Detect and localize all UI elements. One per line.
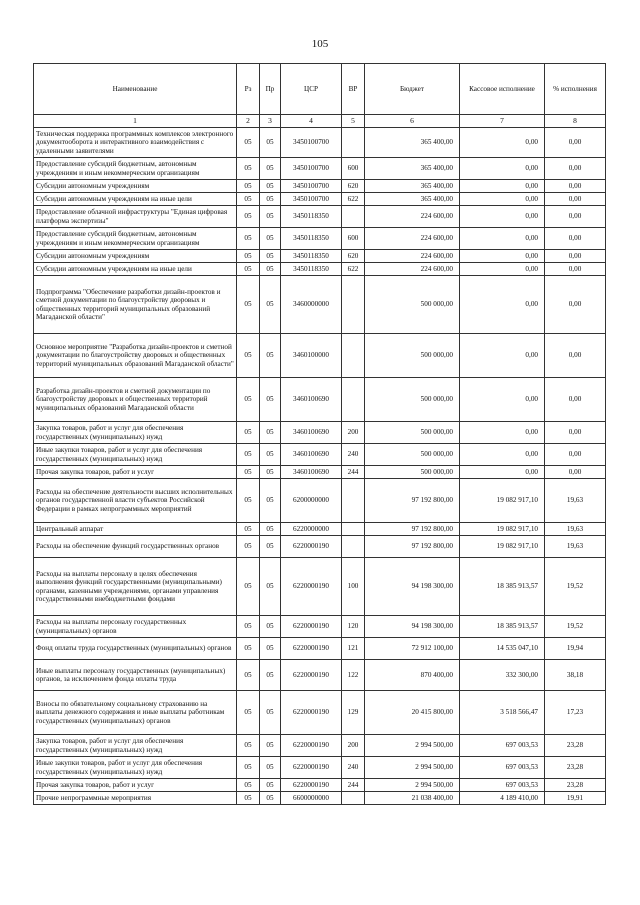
row-name: Прочая закупка товаров, работ и услуг <box>34 466 237 479</box>
row-budget: 97 192 800,00 <box>365 479 460 523</box>
row-rz: 05 <box>237 638 260 660</box>
row-name: Предоставление субсидий бюджетным, автономным учреждениям и иным некоммерческим организациям <box>34 158 237 180</box>
row-cash: 0,00 <box>460 378 545 422</box>
row-pr: 05 <box>260 638 281 660</box>
header-budget: Бюджет <box>365 64 460 115</box>
row-pr: 05 <box>260 128 281 158</box>
row-percent: 0,00 <box>545 378 606 422</box>
row-csr: 3450118350 <box>281 228 342 250</box>
row-rz: 05 <box>237 334 260 378</box>
row-name: Закупка товаров, работ и услуг для обеспечения государственных (муниципальных) нужд <box>34 735 237 757</box>
row-percent: 0,00 <box>545 180 606 193</box>
row-cash: 697 003,53 <box>460 779 545 792</box>
column-number: 8 <box>545 115 606 128</box>
row-cash: 0,00 <box>460 228 545 250</box>
row-budget: 365 400,00 <box>365 180 460 193</box>
row-cash: 18 385 913,57 <box>460 558 545 616</box>
header-percent: % исполнения <box>545 64 606 115</box>
header-row <box>34 64 606 115</box>
row-name: Разработка дизайн-проектов и сметной документации по благоустройству дворовых и общественных территорий муниципальных образований Магаданской области <box>34 378 237 422</box>
row-pr: 05 <box>260 422 281 444</box>
row-percent: 23,28 <box>545 735 606 757</box>
row-budget: 20 415 800,00 <box>365 691 460 735</box>
column-number-row <box>34 115 606 128</box>
row-csr: 6220000190 <box>281 616 342 638</box>
row-csr: 6220000190 <box>281 691 342 735</box>
table-row <box>34 779 606 792</box>
row-vr: 100 <box>342 558 365 616</box>
row-cash: 697 003,53 <box>460 735 545 757</box>
row-csr: 6220000190 <box>281 779 342 792</box>
row-csr: 6200000000 <box>281 479 342 523</box>
row-rz: 05 <box>237 536 260 558</box>
row-percent: 0,00 <box>545 158 606 180</box>
row-budget: 224 600,00 <box>365 206 460 228</box>
row-name: Прочая закупка товаров, работ и услуг <box>34 779 237 792</box>
row-percent: 23,28 <box>545 757 606 779</box>
row-cash: 0,00 <box>460 158 545 180</box>
row-budget: 94 198 300,00 <box>365 558 460 616</box>
row-name: Взносы по обязательному социальному страхованию на выплаты денежного содержания и иные выплаты работникам государственных (муниципальных) органов <box>34 691 237 735</box>
row-rz: 05 <box>237 422 260 444</box>
table-row <box>34 228 606 250</box>
row-csr: 3450100700 <box>281 128 342 158</box>
row-pr: 05 <box>260 691 281 735</box>
row-name: Субсидии автономным учреждениям на иные цели <box>34 263 237 276</box>
row-vr: 600 <box>342 158 365 180</box>
table-row <box>34 180 606 193</box>
header-vr: ВР <box>342 64 365 115</box>
row-cash: 0,00 <box>460 180 545 193</box>
row-budget: 21 038 400,00 <box>365 792 460 805</box>
row-rz: 05 <box>237 523 260 536</box>
row-rz: 05 <box>237 158 260 180</box>
row-pr: 05 <box>260 276 281 334</box>
table-row <box>34 206 606 228</box>
row-rz: 05 <box>237 444 260 466</box>
row-pr: 05 <box>260 158 281 180</box>
row-csr: 3460100690 <box>281 444 342 466</box>
table-row <box>34 276 606 334</box>
row-vr: 244 <box>342 466 365 479</box>
table-row <box>34 558 606 616</box>
table-row <box>34 792 606 805</box>
row-pr: 05 <box>260 523 281 536</box>
row-rz: 05 <box>237 180 260 193</box>
row-rz: 05 <box>237 263 260 276</box>
row-cash: 697 003,53 <box>460 757 545 779</box>
row-pr: 05 <box>260 444 281 466</box>
row-pr: 05 <box>260 757 281 779</box>
table-row <box>34 158 606 180</box>
row-name: Субсидии автономным учреждениям на иные цели <box>34 193 237 206</box>
row-percent: 23,28 <box>545 779 606 792</box>
row-budget: 224 600,00 <box>365 228 460 250</box>
row-budget: 500 000,00 <box>365 378 460 422</box>
budget-table <box>33 63 606 805</box>
row-rz: 05 <box>237 779 260 792</box>
column-number: 3 <box>260 115 281 128</box>
row-cash: 0,00 <box>460 444 545 466</box>
row-rz: 05 <box>237 691 260 735</box>
table-body <box>34 128 606 805</box>
row-percent: 0,00 <box>545 466 606 479</box>
column-number: 1 <box>34 115 237 128</box>
page-number: 105 <box>311 38 329 50</box>
column-number: 7 <box>460 115 545 128</box>
row-rz: 05 <box>237 558 260 616</box>
row-pr: 05 <box>260 206 281 228</box>
row-csr: 6220000190 <box>281 536 342 558</box>
row-pr: 05 <box>260 250 281 263</box>
column-number: 4 <box>281 115 342 128</box>
row-pr: 05 <box>260 180 281 193</box>
row-cash: 0,00 <box>460 206 545 228</box>
row-csr: 3460100690 <box>281 466 342 479</box>
row-vr: 240 <box>342 444 365 466</box>
row-percent: 0,00 <box>545 193 606 206</box>
row-csr: 6220000190 <box>281 558 342 616</box>
table-row <box>34 638 606 660</box>
row-name: Предоставление облачной инфраструктуры "Единая цифровая платформа экспертизы" <box>34 206 237 228</box>
row-rz: 05 <box>237 735 260 757</box>
row-vr: 600 <box>342 228 365 250</box>
row-csr: 6220000000 <box>281 523 342 536</box>
row-name: Фонд оплаты труда государственных (муниципальных) органов <box>34 638 237 660</box>
row-budget: 2 994 500,00 <box>365 757 460 779</box>
row-pr: 05 <box>260 792 281 805</box>
table-row <box>34 128 606 158</box>
row-rz: 05 <box>237 660 260 691</box>
row-budget: 500 000,00 <box>365 444 460 466</box>
table-row <box>34 523 606 536</box>
row-budget: 94 198 300,00 <box>365 616 460 638</box>
row-csr: 3460100690 <box>281 422 342 444</box>
row-cash: 19 082 917,10 <box>460 536 545 558</box>
row-name: Подпрограмма "Обеспечение разработки дизайн-проектов и сметной документации по благоустройству дворовых и общественных территорий муниципальных образований Магаданской области" <box>34 276 237 334</box>
row-csr: 3450118350 <box>281 206 342 228</box>
row-budget: 870 400,00 <box>365 660 460 691</box>
row-pr: 05 <box>260 263 281 276</box>
row-name: Субсидии автономным учреждениям <box>34 180 237 193</box>
row-percent: 0,00 <box>545 128 606 158</box>
row-percent: 19,52 <box>545 616 606 638</box>
row-vr <box>342 128 365 158</box>
column-number: 2 <box>237 115 260 128</box>
row-vr <box>342 792 365 805</box>
row-pr: 05 <box>260 479 281 523</box>
row-csr: 3450118350 <box>281 263 342 276</box>
row-percent: 0,00 <box>545 422 606 444</box>
row-name: Центральный аппарат <box>34 523 237 536</box>
row-pr: 05 <box>260 193 281 206</box>
row-pr: 05 <box>260 660 281 691</box>
row-cash: 332 300,00 <box>460 660 545 691</box>
row-vr <box>342 276 365 334</box>
row-percent: 19,63 <box>545 479 606 523</box>
row-rz: 05 <box>237 792 260 805</box>
row-cash: 4 189 410,00 <box>460 792 545 805</box>
row-vr: 620 <box>342 250 365 263</box>
table-row <box>34 466 606 479</box>
row-percent: 38,18 <box>545 660 606 691</box>
row-vr <box>342 523 365 536</box>
row-name: Иные закупки товаров, работ и услуг для обеспечения государственных (муниципальных) нужд <box>34 444 237 466</box>
row-pr: 05 <box>260 334 281 378</box>
row-csr: 3450100700 <box>281 193 342 206</box>
row-name: Расходы на обеспечение функций государственных органов <box>34 536 237 558</box>
row-csr: 6220000190 <box>281 757 342 779</box>
row-budget: 500 000,00 <box>365 334 460 378</box>
row-pr: 05 <box>260 558 281 616</box>
row-percent: 0,00 <box>545 276 606 334</box>
table-row <box>34 660 606 691</box>
column-number: 5 <box>342 115 365 128</box>
row-percent: 0,00 <box>545 334 606 378</box>
row-csr: 6220000190 <box>281 735 342 757</box>
row-rz: 05 <box>237 616 260 638</box>
row-csr: 3450100700 <box>281 180 342 193</box>
row-name: Иные выплаты персоналу государственных (муниципальных) органов, за исключением фонда оплаты труда <box>34 660 237 691</box>
row-vr <box>342 206 365 228</box>
row-percent: 17,23 <box>545 691 606 735</box>
row-vr <box>342 536 365 558</box>
row-name: Расходы на выплаты персоналу в целях обеспечения выполнения функций государственными (муниципальными) органами, казенными учреждениями, органами управления государственными внебюджетными фондами <box>34 558 237 616</box>
row-pr: 05 <box>260 735 281 757</box>
table-row <box>34 378 606 422</box>
table-row <box>34 735 606 757</box>
row-csr: 3460100000 <box>281 334 342 378</box>
row-percent: 0,00 <box>545 263 606 276</box>
row-name: Техническая поддержка программных комплексов электронного документооборота и интерактивного взаимодействия с удаленными заявителями <box>34 128 237 158</box>
row-budget: 2 994 500,00 <box>365 779 460 792</box>
row-percent: 19,63 <box>545 536 606 558</box>
row-vr: 244 <box>342 779 365 792</box>
table-row <box>34 479 606 523</box>
row-pr: 05 <box>260 779 281 792</box>
row-rz: 05 <box>237 276 260 334</box>
row-vr: 200 <box>342 422 365 444</box>
row-cash: 0,00 <box>460 193 545 206</box>
header-rz: Рз <box>237 64 260 115</box>
row-budget: 500 000,00 <box>365 276 460 334</box>
row-vr <box>342 378 365 422</box>
row-cash: 0,00 <box>460 263 545 276</box>
row-vr <box>342 334 365 378</box>
table-row <box>34 536 606 558</box>
row-csr: 6220000190 <box>281 660 342 691</box>
row-percent: 0,00 <box>545 444 606 466</box>
row-budget: 365 400,00 <box>365 158 460 180</box>
row-cash: 14 535 047,10 <box>460 638 545 660</box>
table-row <box>34 263 606 276</box>
row-cash: 0,00 <box>460 422 545 444</box>
header-name: Наименование <box>34 64 237 115</box>
row-rz: 05 <box>237 206 260 228</box>
table-row <box>34 444 606 466</box>
row-cash: 19 082 917,10 <box>460 523 545 536</box>
row-vr <box>342 479 365 523</box>
row-vr: 121 <box>342 638 365 660</box>
row-budget: 224 600,00 <box>365 250 460 263</box>
row-name: Закупка товаров, работ и услуг для обеспечения государственных (муниципальных) нужд <box>34 422 237 444</box>
row-percent: 0,00 <box>545 206 606 228</box>
row-vr: 620 <box>342 180 365 193</box>
row-pr: 05 <box>260 466 281 479</box>
row-percent: 0,00 <box>545 250 606 263</box>
row-cash: 0,00 <box>460 334 545 378</box>
row-pr: 05 <box>260 378 281 422</box>
row-budget: 2 994 500,00 <box>365 735 460 757</box>
row-csr: 3460000000 <box>281 276 342 334</box>
row-rz: 05 <box>237 193 260 206</box>
row-cash: 0,00 <box>460 250 545 263</box>
row-vr: 120 <box>342 616 365 638</box>
row-cash: 3 518 566,47 <box>460 691 545 735</box>
row-budget: 97 192 800,00 <box>365 523 460 536</box>
row-percent: 0,00 <box>545 228 606 250</box>
row-cash: 0,00 <box>460 128 545 158</box>
row-name: Предоставление субсидий бюджетным, автономным учреждениям и иным некоммерческим организациям <box>34 228 237 250</box>
row-name: Субсидии автономным учреждениям <box>34 250 237 263</box>
row-rz: 05 <box>237 228 260 250</box>
row-rz: 05 <box>237 757 260 779</box>
row-vr: 122 <box>342 660 365 691</box>
table-row <box>34 757 606 779</box>
row-cash: 0,00 <box>460 466 545 479</box>
row-percent: 19,52 <box>545 558 606 616</box>
row-percent: 19,91 <box>545 792 606 805</box>
row-csr: 6600000000 <box>281 792 342 805</box>
row-cash: 18 385 913,57 <box>460 616 545 638</box>
row-pr: 05 <box>260 616 281 638</box>
table-row <box>34 193 606 206</box>
table-row <box>34 422 606 444</box>
header-csr: ЦСР <box>281 64 342 115</box>
row-vr: 622 <box>342 193 365 206</box>
table-row <box>34 691 606 735</box>
row-csr: 6220000190 <box>281 638 342 660</box>
column-number: 6 <box>365 115 460 128</box>
row-vr: 622 <box>342 263 365 276</box>
row-name: Прочие непрограммные мероприятия <box>34 792 237 805</box>
header-pr: Пр <box>260 64 281 115</box>
row-name: Расходы на обеспечение деятельности высших исполнительных органов государственной власти субъектов Российской Федерации в рамках непрограммных мероприятий <box>34 479 237 523</box>
row-rz: 05 <box>237 479 260 523</box>
row-vr: 240 <box>342 757 365 779</box>
row-cash: 0,00 <box>460 276 545 334</box>
row-rz: 05 <box>237 378 260 422</box>
row-budget: 500 000,00 <box>365 422 460 444</box>
table-row <box>34 334 606 378</box>
row-rz: 05 <box>237 128 260 158</box>
row-budget: 224 600,00 <box>365 263 460 276</box>
row-cash: 19 082 917,10 <box>460 479 545 523</box>
row-vr: 200 <box>342 735 365 757</box>
row-percent: 19,94 <box>545 638 606 660</box>
row-name: Иные закупки товаров, работ и услуг для обеспечения государственных (муниципальных) нужд <box>34 757 237 779</box>
row-vr: 129 <box>342 691 365 735</box>
row-name: Расходы на выплаты персоналу государственных (муниципальных) органов <box>34 616 237 638</box>
table-row <box>34 250 606 263</box>
row-rz: 05 <box>237 466 260 479</box>
row-budget: 365 400,00 <box>365 193 460 206</box>
row-budget: 365 400,00 <box>365 128 460 158</box>
header-cash: Кассовое исполнение <box>460 64 545 115</box>
row-name: Основное мероприятие "Разработка дизайн-проектов и сметной документации по благоустройству дворовых и общественных территорий муниципальных образований Магаданской области" <box>34 334 237 378</box>
row-percent: 19,63 <box>545 523 606 536</box>
row-csr: 3460100690 <box>281 378 342 422</box>
row-budget: 500 000,00 <box>365 466 460 479</box>
row-budget: 72 912 100,00 <box>365 638 460 660</box>
row-budget: 97 192 800,00 <box>365 536 460 558</box>
row-pr: 05 <box>260 536 281 558</box>
table-row <box>34 616 606 638</box>
row-pr: 05 <box>260 228 281 250</box>
row-csr: 3450118350 <box>281 250 342 263</box>
row-rz: 05 <box>237 250 260 263</box>
row-csr: 3450100700 <box>281 158 342 180</box>
